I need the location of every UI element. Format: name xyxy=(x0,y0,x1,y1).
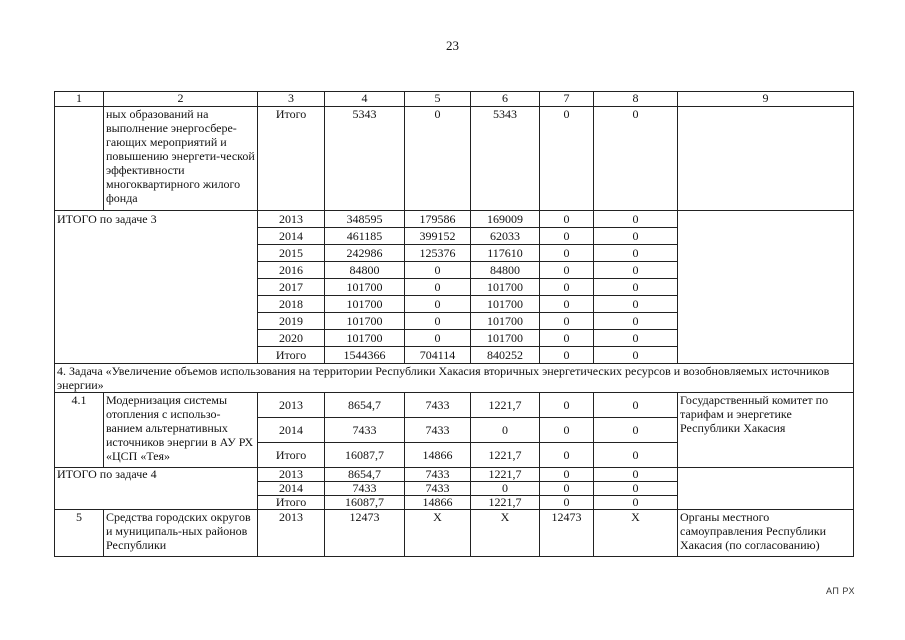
value-cell: 1544366 xyxy=(325,347,405,364)
value-cell: 0 xyxy=(540,330,594,347)
value-cell: 242986 xyxy=(325,245,405,262)
value-cell: 101700 xyxy=(471,313,540,330)
value-cell: 0 xyxy=(594,262,678,279)
item-number: 4.1 xyxy=(55,393,104,468)
year-cell: 2013 xyxy=(258,510,325,557)
value-cell: 14866 xyxy=(405,496,471,510)
header-cell: 9 xyxy=(678,92,854,107)
task4-heading: 4. Задача «Увеличение объемов использования на территории Республики Хакасия вторичных энергетических ресурсов и возобновляемых источников энергии» xyxy=(55,364,854,393)
value-cell: 399152 xyxy=(405,228,471,245)
value-cell: 62033 xyxy=(471,228,540,245)
task3-total-label: ИТОГО по задаче 3 xyxy=(55,211,258,364)
item41-row xyxy=(55,393,854,418)
value-cell: 12473 xyxy=(540,510,594,557)
year-cell: 2013 xyxy=(258,393,325,418)
value-cell: 0 xyxy=(540,443,594,468)
task3-total-row xyxy=(55,211,854,228)
value-cell: 0 xyxy=(540,393,594,418)
value-cell: 0 xyxy=(540,279,594,296)
value-cell: 0 xyxy=(540,262,594,279)
value-cell: 0 xyxy=(405,330,471,347)
year-cell: Итого xyxy=(258,107,325,211)
executor-cell xyxy=(678,468,854,510)
value-cell: 0 xyxy=(594,330,678,347)
value-cell: 0 xyxy=(594,496,678,510)
value-cell: 7433 xyxy=(325,482,405,496)
value-cell: 0 xyxy=(540,228,594,245)
executor-cell xyxy=(678,211,854,364)
value-cell: 0 xyxy=(540,107,594,211)
value-cell: 0 xyxy=(405,313,471,330)
value-cell: 1221,7 xyxy=(471,468,540,482)
year-cell: 2014 xyxy=(258,228,325,245)
item5-row xyxy=(55,510,854,557)
value-cell: 0 xyxy=(594,228,678,245)
year-cell: 2019 xyxy=(258,313,325,330)
value-cell: 0 xyxy=(594,468,678,482)
task4-total-row xyxy=(55,468,854,482)
header-cell: 3 xyxy=(258,92,325,107)
year-cell: 2017 xyxy=(258,279,325,296)
year-cell: 2013 xyxy=(258,211,325,228)
value-cell: 12473 xyxy=(325,510,405,557)
value-cell: 1221,7 xyxy=(471,443,540,468)
value-cell: X xyxy=(471,510,540,557)
header-row xyxy=(55,92,854,107)
value-cell: 348595 xyxy=(325,211,405,228)
value-cell: 0 xyxy=(540,496,594,510)
header-cell: 5 xyxy=(405,92,471,107)
year-cell: 2014 xyxy=(258,482,325,496)
value-cell: 0 xyxy=(540,245,594,262)
item-name: Модернизация системы отопления с использо-ванием альтернативных источников энергии в АУ РХ «ЦСП «Тея» xyxy=(104,393,258,468)
value-cell: 7433 xyxy=(325,418,405,443)
value-cell: 101700 xyxy=(325,296,405,313)
value-cell: 8654,7 xyxy=(325,393,405,418)
value-cell: 461185 xyxy=(325,228,405,245)
value-cell: 8654,7 xyxy=(325,468,405,482)
value-cell: 169009 xyxy=(471,211,540,228)
value-cell: 0 xyxy=(594,107,678,211)
value-cell: 7433 xyxy=(405,482,471,496)
value-cell: 0 xyxy=(405,279,471,296)
value-cell: 101700 xyxy=(471,330,540,347)
year-cell: 2013 xyxy=(258,468,325,482)
footer-mark: АП РХ xyxy=(826,586,855,596)
value-cell: 0 xyxy=(594,279,678,296)
value-cell: 0 xyxy=(540,211,594,228)
value-cell: 0 xyxy=(594,313,678,330)
value-cell: 1221,7 xyxy=(471,393,540,418)
year-cell: 2016 xyxy=(258,262,325,279)
year-cell: 2018 xyxy=(258,296,325,313)
value-cell: 7433 xyxy=(405,418,471,443)
task4-total-label: ИТОГО по задаче 4 xyxy=(55,468,258,510)
value-cell: 0 xyxy=(540,313,594,330)
value-cell: 7433 xyxy=(405,393,471,418)
row-name-cell: ных образований на выполнение энергосбере-гающих мероприятий и повышению энергети-ческой эффективности многоквартирного жилого фонда xyxy=(104,107,258,211)
year-cell: Итого xyxy=(258,347,325,364)
item-number: 5 xyxy=(55,510,104,557)
value-cell: 840252 xyxy=(471,347,540,364)
header-cell: 4 xyxy=(325,92,405,107)
value-cell: 117610 xyxy=(471,245,540,262)
header-cell: 1 xyxy=(55,92,104,107)
value-cell: 0 xyxy=(540,296,594,313)
value-cell: 84800 xyxy=(471,262,540,279)
value-cell: X xyxy=(405,510,471,557)
value-cell: 0 xyxy=(594,418,678,443)
value-cell: 5343 xyxy=(471,107,540,211)
value-cell: 1221,7 xyxy=(471,496,540,510)
value-cell: 101700 xyxy=(325,313,405,330)
item-executor: Органы местного самоуправления Республики Хакасия (по согласованию) xyxy=(678,510,854,557)
header-cell: 8 xyxy=(594,92,678,107)
year-cell: 2015 xyxy=(258,245,325,262)
value-cell: 704114 xyxy=(405,347,471,364)
value-cell: 0 xyxy=(594,443,678,468)
year-cell: Итого xyxy=(258,443,325,468)
program-table xyxy=(54,91,854,557)
year-cell: 2014 xyxy=(258,418,325,443)
value-cell: 7433 xyxy=(405,468,471,482)
value-cell: 101700 xyxy=(471,279,540,296)
value-cell: 0 xyxy=(405,262,471,279)
value-cell: 101700 xyxy=(471,296,540,313)
value-cell: 0 xyxy=(594,347,678,364)
value-cell: 179586 xyxy=(405,211,471,228)
continued-row xyxy=(55,107,854,211)
value-cell: 0 xyxy=(594,296,678,313)
value-cell: 16087,7 xyxy=(325,496,405,510)
table-body xyxy=(55,92,854,557)
header-cell: 2 xyxy=(104,92,258,107)
value-cell: 14866 xyxy=(405,443,471,468)
page-number: 23 xyxy=(446,38,459,53)
value-cell: 125376 xyxy=(405,245,471,262)
value-cell: 0 xyxy=(540,468,594,482)
value-cell: 0 xyxy=(594,393,678,418)
value-cell: 16087,7 xyxy=(325,443,405,468)
item-executor: Государственный комитет по тарифам и энергетике Республики Хакасия xyxy=(678,393,854,468)
year-cell: 2020 xyxy=(258,330,325,347)
header-cell: 7 xyxy=(540,92,594,107)
value-cell: 84800 xyxy=(325,262,405,279)
value-cell: 0 xyxy=(471,418,540,443)
value-cell: 0 xyxy=(405,296,471,313)
value-cell: 0 xyxy=(471,482,540,496)
value-cell: X xyxy=(594,510,678,557)
value-cell: 0 xyxy=(540,418,594,443)
value-cell: 0 xyxy=(540,347,594,364)
year-cell: Итого xyxy=(258,496,325,510)
header-cell: 6 xyxy=(471,92,540,107)
executor-cell xyxy=(678,107,854,211)
value-cell: 0 xyxy=(405,107,471,211)
value-cell: 101700 xyxy=(325,279,405,296)
value-cell: 0 xyxy=(540,482,594,496)
row-number-cell xyxy=(55,107,104,211)
value-cell: 0 xyxy=(594,245,678,262)
item-name: Средства городских округов и муниципаль-ных районов Республики xyxy=(104,510,258,557)
value-cell: 101700 xyxy=(325,330,405,347)
task4-heading-row xyxy=(55,364,854,393)
value-cell: 0 xyxy=(594,482,678,496)
value-cell: 5343 xyxy=(325,107,405,211)
value-cell: 0 xyxy=(594,211,678,228)
